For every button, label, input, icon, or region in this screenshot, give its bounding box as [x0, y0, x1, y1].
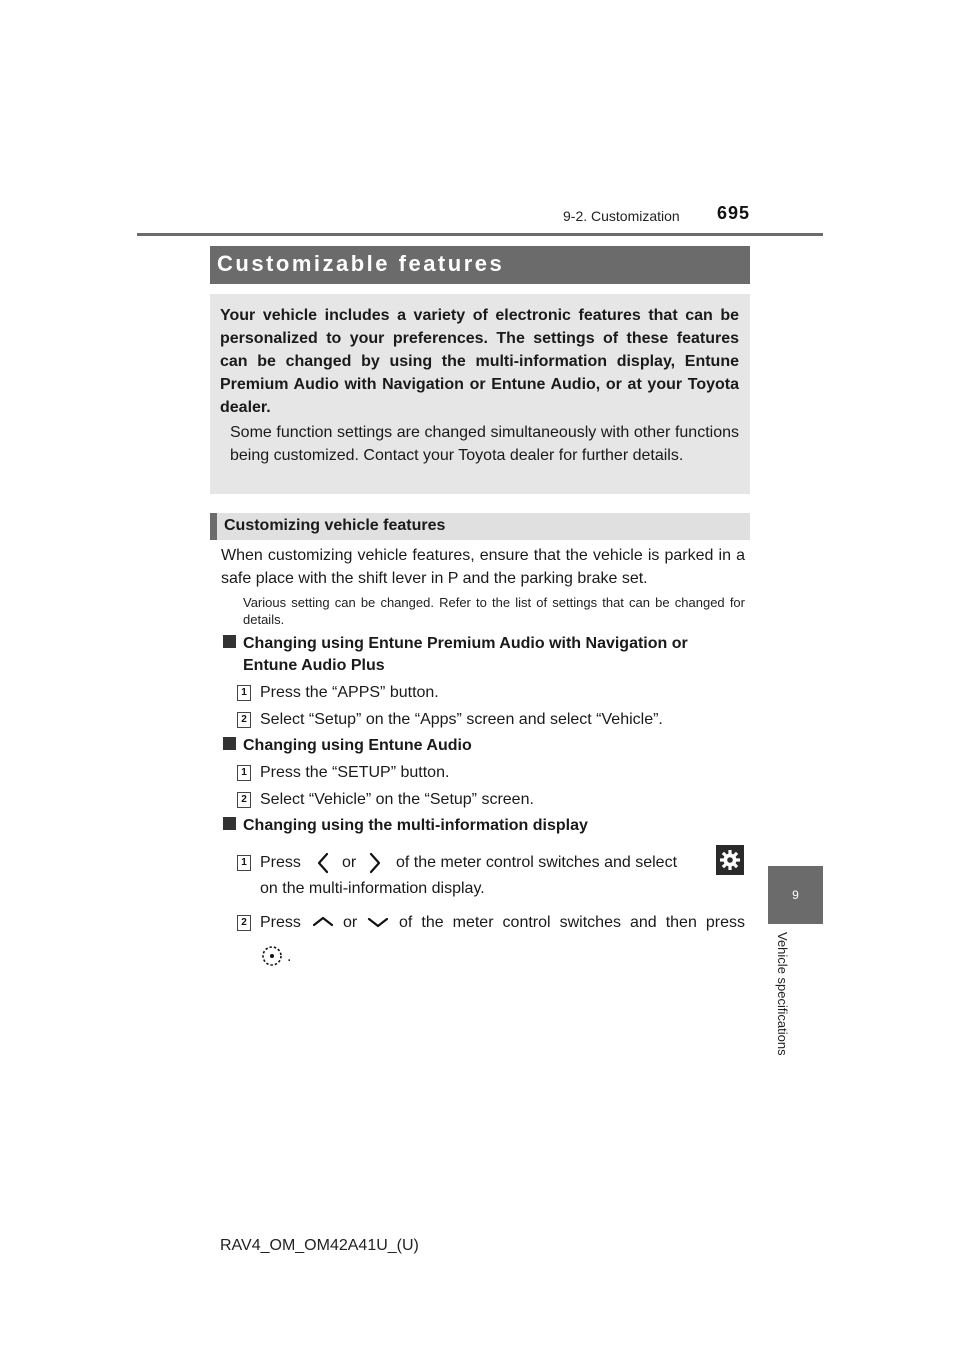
procedure-heading-2 [223, 735, 472, 757]
chevron-right-icon [368, 852, 382, 874]
procedure-heading-3-text: Changing using the multi-information display [243, 817, 588, 834]
intro-note-text: Some function settings are changed simultaneously with other functions being customized. Contact your Toyota dealer for further details. [230, 424, 739, 464]
step-number-badge: 1 [237, 685, 251, 701]
enter-button-icon [261, 945, 283, 967]
subsection-paragraph: When customizing vehicle features, ensure that the vehicle is parked in a safe place with the shift lever in P and the parking brake set. [221, 547, 745, 587]
bullet-square-icon [223, 737, 236, 750]
procedure-heading-1-line1: Changing using Entune Premium Audio with Navigation or [243, 635, 688, 652]
subsection-bar [210, 513, 750, 540]
subsection-title: Customizing vehicle features [224, 517, 446, 534]
procedure-heading-1-line2: Entune Audio Plus [243, 657, 385, 674]
section-label: 9-2. Customization [563, 208, 680, 224]
header-rule [137, 233, 823, 236]
chevron-down-icon [367, 917, 389, 929]
step-number-badge: 2 [237, 915, 251, 931]
step-text-part1: Press [260, 914, 301, 931]
chapter-tab: 9 [768, 866, 823, 924]
bullet-square-icon [223, 635, 236, 648]
page-number: 695 [717, 203, 751, 223]
subsection-note: Various setting can be changed. Refer to the list of settings that can be changed for details. [243, 595, 745, 627]
subsection-accent [210, 513, 217, 540]
step-number-badge: 1 [237, 765, 251, 781]
gear-icon [716, 845, 744, 875]
intro-bold-text: Your vehicle includes a variety of electronic features that can be personalized to your preferences. The settings of these features can be changed by using the multi-information display, Entune Premium Audio with Navigation or Entune Audio, or at your Toyota dealer. [220, 307, 739, 416]
chevron-up-icon [312, 915, 334, 927]
step-text-part4: on the multi-information display. [260, 880, 485, 897]
document-code: RAV4_OM_OM42A41U_(U) [220, 1237, 419, 1254]
step-text: Select “Vehicle” on the “Setup” screen. [260, 791, 534, 808]
step-number-badge: 2 [237, 712, 251, 728]
step-text-part1: Press [260, 854, 301, 871]
step-text: Select “Setup” on the “Apps” screen and select “Vehicle”. [260, 711, 663, 728]
page-title: Customizable features [217, 251, 505, 276]
page-title-bar [210, 246, 750, 284]
step-text-part2: or [342, 854, 357, 871]
intro-box [210, 294, 750, 494]
procedure-heading-1 [223, 633, 745, 677]
procedure-heading-2-text: Changing using Entune Audio [243, 737, 472, 754]
bullet-square-icon [223, 817, 236, 830]
step-number-badge: 2 [237, 792, 251, 808]
step-text-part3: of the meter control switches and then press [399, 914, 745, 931]
step-number-badge: 1 [237, 855, 251, 871]
step-text: Press the “SETUP” button. [260, 764, 450, 781]
step-text: Press the “APPS” button. [260, 684, 439, 701]
procedure-heading-3 [223, 815, 588, 837]
step-text-part4: . [287, 948, 292, 965]
step-text-part2: or [343, 914, 358, 931]
step-text-part3: of the meter control switches and select [396, 854, 678, 871]
chapter-title: Vehicle specifications [775, 932, 790, 1056]
chevron-left-icon [316, 852, 330, 874]
